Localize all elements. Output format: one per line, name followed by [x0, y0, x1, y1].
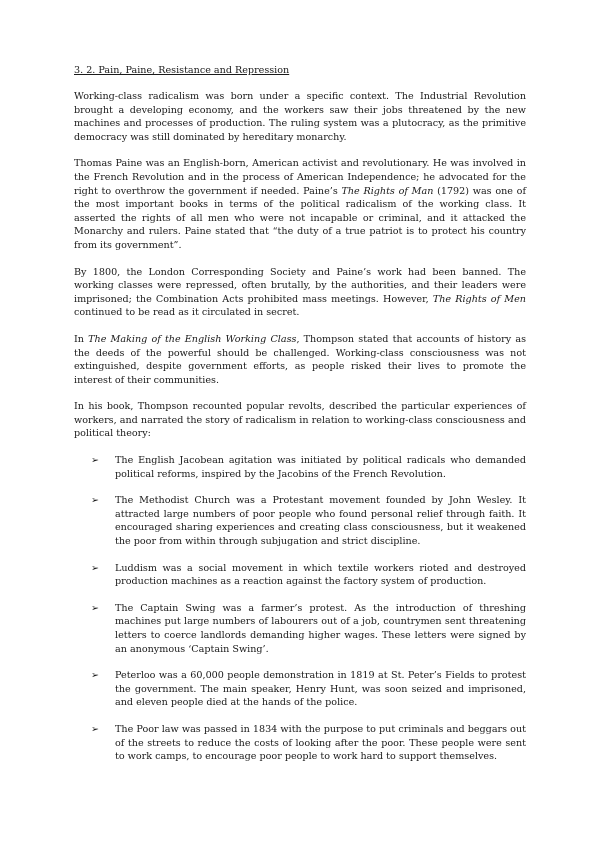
book-title: The Making of the English Working Class — [88, 333, 297, 345]
arrow-bullet-icon: ➢ — [91, 455, 100, 467]
list-item — [91, 494, 526, 548]
paragraph-context: Working-class radicalism was born under a specific context. The Industrial Revolution brought a developing economy, and the workers saw their jobs threatened by the new machines and processes of production. The ruling system was a plutocracy, as the primitive democracy was still dominated by hereditary monarchy. — [74, 91, 526, 143]
arrow-bullet-icon: ➢ — [91, 562, 100, 574]
text-span: Thomas Paine was an English-born, American activist and revolutionary. He was involved in the French Revolution and in the process of American Independence; he advocated for the right to overthrow the government if needed. Paine’s — [74, 158, 526, 197]
paragraph-thompson — [74, 333, 526, 387]
text-span: continued to be read as it circulated in secret. — [74, 307, 300, 319]
list-item — [91, 723, 526, 764]
list-item — [91, 454, 526, 481]
text-span: (1792) was one of the most important books in terms of the political radicalism of the working class. It asserted the rights of all men who were not incapable or criminal, and it attacked the Monarchy and rulers. Paine stated that “the duty of a true patriot is to protect his country from its government”. — [74, 185, 527, 251]
bullet-list — [74, 454, 526, 764]
paragraph-repression — [74, 266, 526, 320]
list-item-text: Peterloo was a 60,000 people demonstration in 1819 at St. Peter’s Fields to protest the government. The main speaker, Henry Hunt, was soon seized and imprisoned, and eleven people died at the hands of the police. — [115, 670, 526, 709]
arrow-bullet-icon: ➢ — [91, 495, 100, 507]
text-span: In — [74, 333, 89, 345]
arrow-bullet-icon: ➢ — [91, 670, 100, 682]
list-item — [91, 562, 526, 589]
text-span: , Thompson stated that accounts of history as the deeds of the powerful should be challenged. Working-class consciousness was not extinguished, despite government efforts, as people risked their lives to promote the interest of their communities. — [74, 333, 526, 386]
arrow-bullet-icon: ➢ — [91, 602, 100, 614]
book-title: The Rights of Man — [341, 185, 434, 197]
list-item — [91, 669, 526, 710]
arrow-bullet-icon: ➢ — [91, 723, 100, 735]
book-title: The Rights of Men — [432, 293, 526, 305]
list-item-text: The Poor law was passed in 1834 with the purpose to put criminals and beggars out of the streets to reduce the costs of looking after the poor. These people were sent to work camps, to encourage poor people to work hard to support themselves. — [115, 723, 526, 763]
list-item-text: The English Jacobean agitation was initiated by political radicals who demanded political reforms, inspired by the Jacobins of the French Revolution. — [115, 455, 526, 480]
list-item-text: Luddism was a social movement in which textile workers rioted and destroyed production machines as a reaction against the factory system of production. — [115, 562, 526, 588]
paragraph-thomas-paine — [74, 157, 526, 252]
paragraph-intro-list: In his book, Thompson recounted popular revolts, described the particular experiences of workers, and narrated the story of radicalism in relation to working-class consciousness and political theory: — [74, 401, 526, 440]
text-span: By 1800, the London Corresponding Society and Paine’s work had been banned. The working classes were repressed, often brutally, by the authorities, and their leaders were imprisoned; the Combination Acts prohibited mass meetings. However, — [74, 266, 526, 305]
list-item-text: The Methodist Church was a Protestant movement founded by John Wesley. It attracted large numbers of poor people who found personal relief through faith. It encouraged sharing experiences and creating class consciousness, but it weakened the poor from within through subjugation and strict discipline. — [115, 495, 526, 548]
list-item-text: The Captain Swing was a farmer’s protest. As the introduction of threshing machines put large numbers of labourers out of a job, countrymen sent threatening letters to coerce landlords demanding higher wages. These letters were signed by an anonymous ‘Captain Swing’. — [115, 602, 526, 655]
section-heading: 3. 2. Pain, Paine, Resistance and Repression — [74, 65, 290, 76]
list-item — [91, 602, 526, 656]
